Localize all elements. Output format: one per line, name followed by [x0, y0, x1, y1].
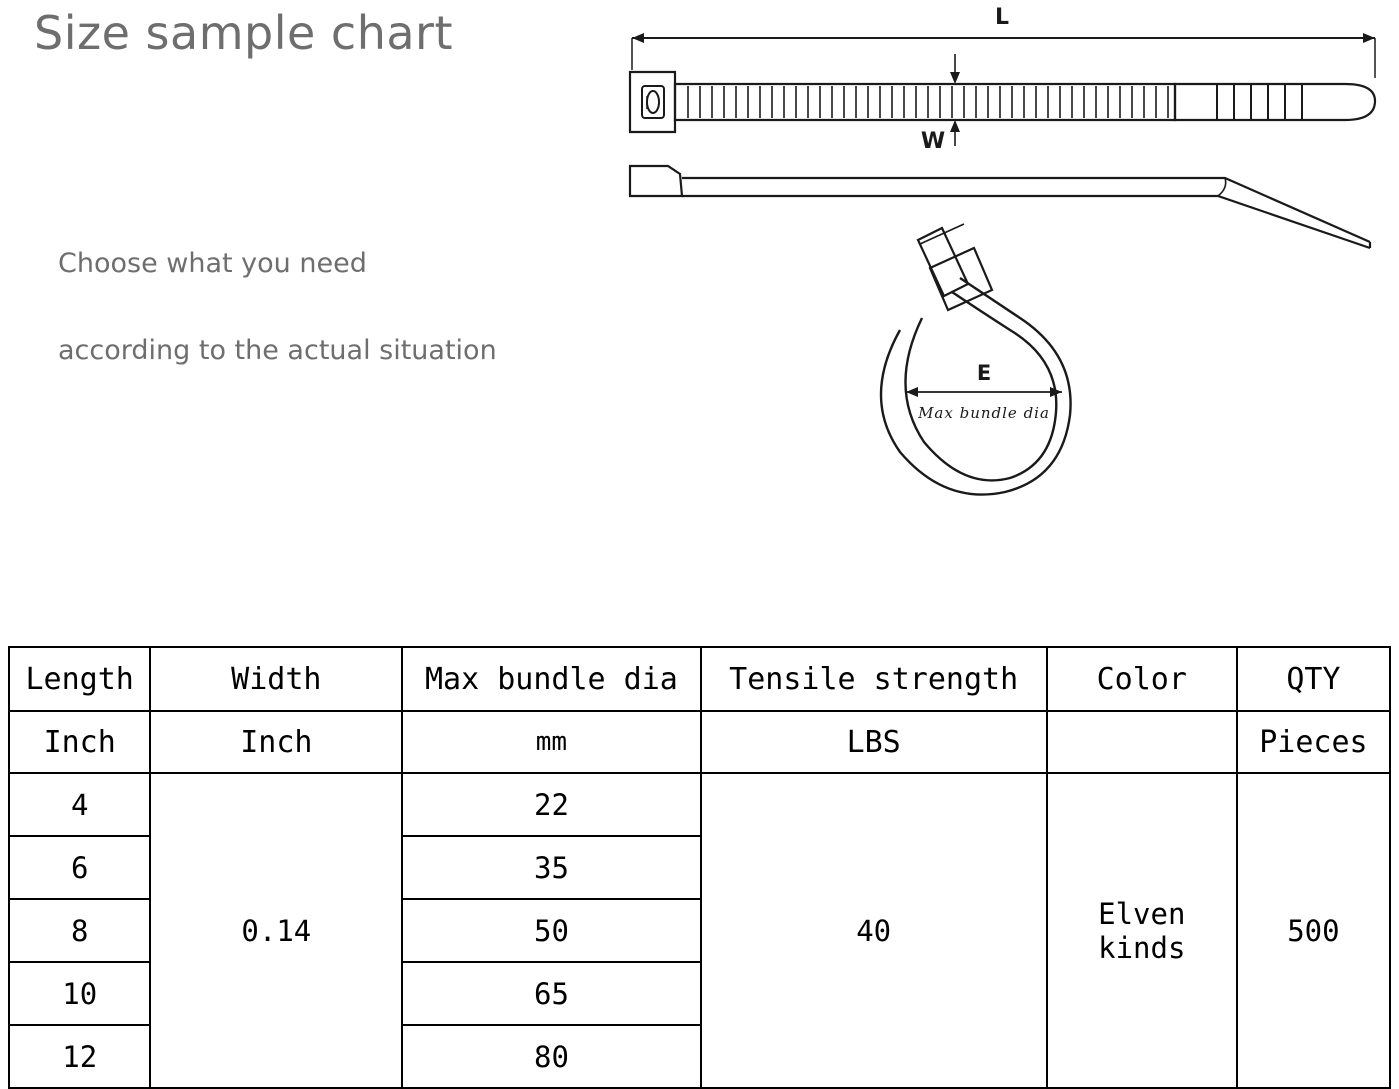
table-header-row — [9, 647, 1390, 711]
cell-length: 8 — [9, 899, 150, 962]
table-unit-row — [9, 711, 1390, 773]
cell-dia: 65 — [402, 962, 700, 1025]
cell-length: 12 — [9, 1025, 150, 1088]
cell-width-value: 0.14 — [150, 773, 402, 1088]
unit-tensile-strength: LBS — [701, 711, 1047, 773]
intro-line-2: according to the actual situation — [58, 335, 497, 366]
header-length: Length — [9, 647, 150, 711]
size-spec-table — [8, 646, 1391, 1089]
dimension-label-length: L — [994, 5, 1010, 30]
cable-tie-illustration — [600, 0, 1399, 540]
unit-width: Inch — [150, 711, 402, 773]
cell-qty-value: 500 — [1237, 773, 1390, 1088]
cell-tensile-value: 40 — [701, 773, 1047, 1088]
cell-color-value: Elven kinds — [1047, 773, 1237, 1088]
header-color: Color — [1047, 647, 1237, 711]
page-title: Size sample chart — [34, 6, 453, 60]
intro-line-1: Choose what you need — [58, 248, 367, 279]
unit-qty: Pieces — [1237, 711, 1390, 773]
cell-length: 10 — [9, 962, 150, 1025]
dimension-label-bundle: E — [976, 361, 992, 385]
unit-color — [1047, 711, 1237, 773]
dimension-label-bundle-sub: Max bundle dia — [918, 404, 1050, 422]
unit-length: Inch — [9, 711, 150, 773]
header-max-bundle-dia: Max bundle dia — [402, 647, 700, 711]
cell-dia: 35 — [402, 836, 700, 899]
cell-dia: 80 — [402, 1025, 700, 1088]
header-width: Width — [150, 647, 402, 711]
cell-length: 4 — [9, 773, 150, 836]
dimension-label-width: W — [920, 129, 946, 154]
header-tensile-strength: Tensile strength — [701, 647, 1047, 711]
cell-length: 6 — [9, 836, 150, 899]
cell-dia: 22 — [402, 773, 700, 836]
unit-max-bundle-dia: mm — [402, 711, 700, 773]
table-row — [9, 773, 1390, 836]
cell-dia: 50 — [402, 899, 700, 962]
header-qty: QTY — [1237, 647, 1390, 711]
